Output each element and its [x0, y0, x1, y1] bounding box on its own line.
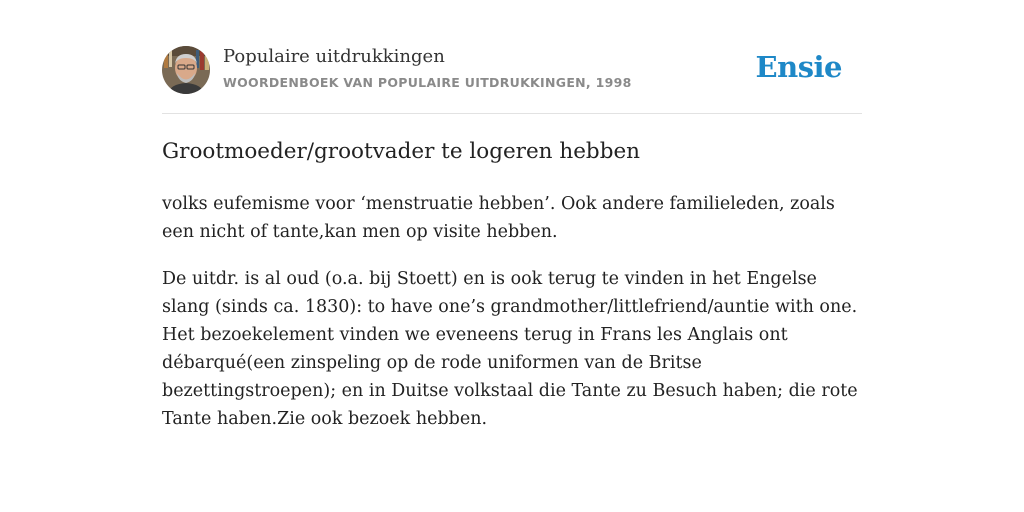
divider	[162, 113, 862, 114]
ensie-logo[interactable]: Ensie	[755, 50, 842, 84]
source-subtitle: WOORDENBOEK VAN POPULAIRE UITDRUKKINGEN, 1998	[223, 75, 632, 90]
avatar[interactable]	[162, 46, 210, 94]
entry-paragraph: De uitdr. is al oud (o.a. bij Stoett) en is ook terug te vinden in het Engelse slang (sinds ca. 1830): to have one’s grandmother/littlefriend/auntie with one. Het bezoekelement vinden we eveneens terug in Frans les Anglais ont débarqué(een zinspeling op de rode uniformen van de Britse bezettingstroepen); en in Duitse volkstaal die Tante zu Besuch haben; die rote Tante haben.Zie ook bezoek hebben.	[162, 269, 858, 429]
entry-body	[162, 190, 862, 452]
source-title[interactable]: Populaire uitdrukkingen	[223, 46, 445, 67]
source-header	[162, 46, 862, 96]
page-title: Grootmoeder/grootvader te logeren hebben	[162, 139, 641, 164]
entry-paragraph: volks eufemisme voor ‘menstruatie hebben’. Ook andere familieleden, zoals een nicht of tante,kan men op visite hebben.	[162, 194, 835, 242]
author-portrait-icon	[162, 46, 210, 94]
